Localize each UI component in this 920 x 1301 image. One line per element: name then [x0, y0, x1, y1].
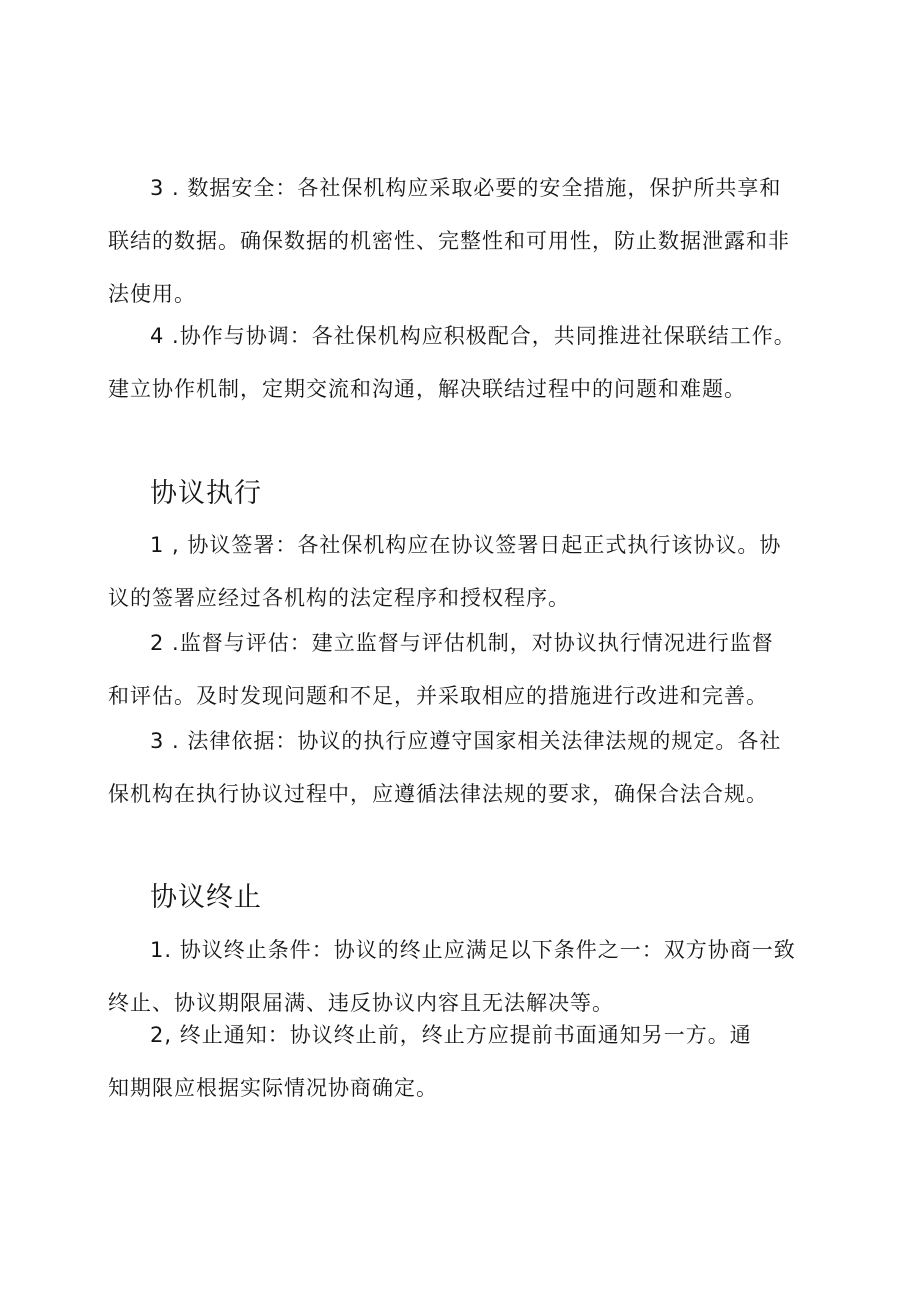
paragraph-line: 1. 协议终止条件：协议的终止应满足以下条件之一：双方协商一致 — [150, 938, 796, 962]
section-heading-termination: 协议终止 — [150, 882, 262, 913]
paragraph-line: 法使用。 — [108, 282, 196, 306]
paragraph-supervision — [108, 617, 774, 723]
paragraph-line: 建立协作机制，定期交流和沟通，解决联结过程中的问题和难题。 — [108, 377, 746, 401]
paragraph-line: 保机构在执行协议过程中，应遵循法律法规的要求，确保合法合规。 — [108, 782, 768, 806]
paragraph-line: 议的签署应经过各机构的法定程序和授权程序。 — [108, 586, 570, 610]
paragraph-cooperation — [108, 310, 796, 416]
paragraph-line: 知期限应根据实际情况协商确定。 — [108, 1076, 438, 1100]
paragraph-line: 2 .监督与评估：建立监督与评估机制，对协议执行情况进行监督 — [150, 631, 774, 655]
paragraph-line: 联结的数据。确保数据的机密性、完整性和可用性，防止数据泄露和非 — [108, 229, 790, 253]
paragraph-data-security — [108, 162, 790, 321]
paragraph-legal-basis — [108, 715, 781, 821]
paragraph-line: 1 , 协议签署：各社保机构应在协议签署日起正式执行该协议。协 — [150, 533, 782, 557]
paragraph-line: 2, 终止通知：协议终止前，终止方应提前书面通知另一方。通 — [150, 1023, 752, 1047]
paragraph-termination-notice — [108, 1009, 752, 1115]
paragraph-line: 4 .协作与协调：各社保机构应积极配合，共同推进社保联结工作。 — [150, 324, 796, 348]
paragraph-line: 3 . 数据安全：各社保机构应采取必要的安全措施，保护所共享和 — [150, 176, 782, 200]
paragraph-line: 3 . 法律依据：协议的执行应遵守国家相关法律法规的规定。各社 — [150, 729, 782, 753]
paragraph-signing — [108, 519, 781, 625]
paragraph-line: 和评估。及时发现问题和不足，并采取相应的措施进行改进和完善。 — [108, 684, 768, 708]
section-heading-execution: 协议执行 — [150, 478, 262, 509]
paragraph-line: 终止、协议期限届满、违反协议内容且无法解决等。 — [108, 991, 614, 1015]
